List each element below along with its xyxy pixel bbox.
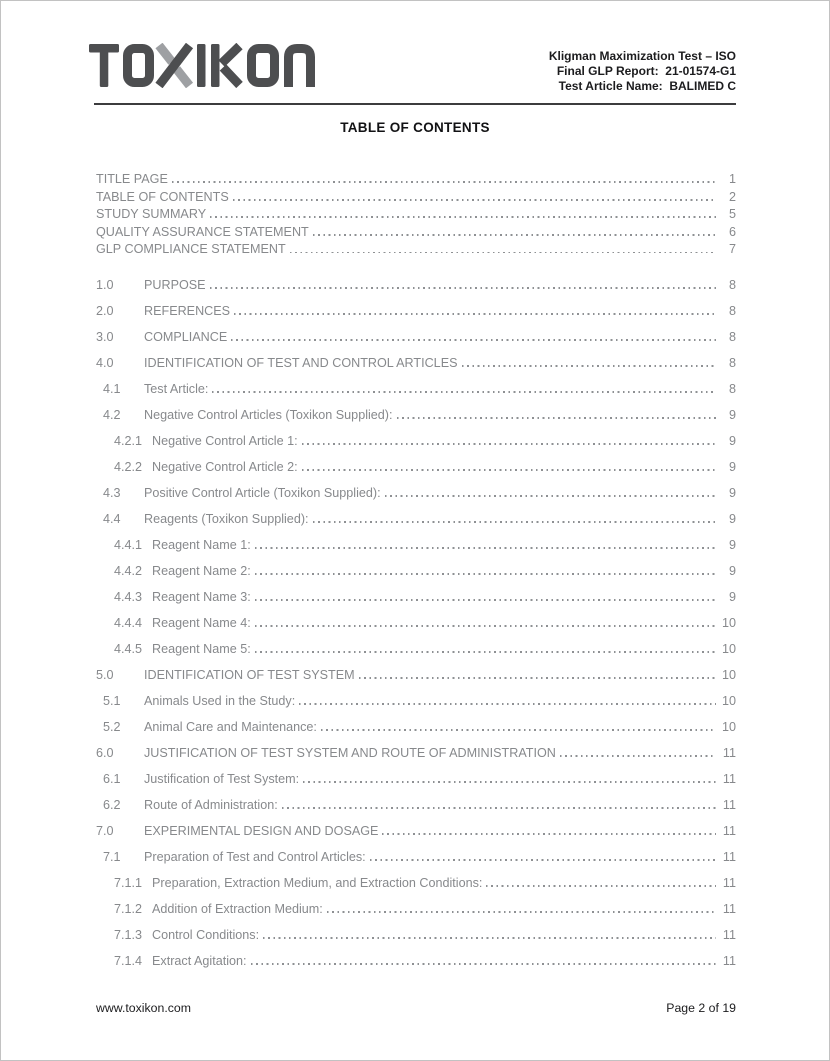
toc-entry-label: QUALITY ASSURANCE STATEMENT: [96, 224, 309, 239]
toc-row: [96, 506, 736, 532]
toc-page-number: 9: [728, 511, 736, 526]
toc-page-number: 9: [728, 589, 736, 604]
toc-entry-number: 4.2.1: [114, 433, 143, 448]
dot-leader: [251, 963, 716, 965]
toc-entry-label: Reagent Name 5:: [152, 641, 251, 656]
toc-row: [96, 792, 736, 818]
toc-row: [96, 818, 736, 844]
toc-row: [96, 224, 736, 242]
toc-page-number: 8: [728, 381, 736, 396]
table-of-contents: [96, 171, 736, 974]
dot-leader: [255, 573, 716, 575]
toc-row: [96, 896, 736, 922]
toc-entry-label: Reagent Name 3:: [152, 589, 251, 604]
toc-entry-label: Reagent Name 2:: [152, 563, 251, 578]
toc-entry-number: 4.2: [103, 407, 121, 422]
toc-row: [96, 376, 736, 402]
dot-leader: [282, 807, 716, 809]
toc-row: [96, 948, 736, 974]
toc-entry-label: Control Conditions:: [152, 927, 260, 942]
toc-row: [96, 714, 736, 740]
toc-entry-label: Negative Control Articles (Toxikon Supplied):: [144, 407, 393, 422]
toc-page-number: 8: [728, 303, 736, 318]
page-footer: [96, 1001, 736, 1015]
toc-entry-number: 4.4.5: [114, 641, 143, 656]
toc-page-number: 11: [722, 901, 736, 916]
toc-entry-label: JUSTIFICATION OF TEST SYSTEM AND ROUTE OF ADMINISTRATION: [144, 745, 556, 760]
toc-entry-label: IDENTIFICATION OF TEST SYSTEM: [144, 667, 355, 682]
toc-page-number: 8: [728, 277, 736, 292]
toc-entry-number: 4.4.3: [114, 589, 143, 604]
toc-row: [96, 870, 736, 896]
toc-entry-number: 7.1.4: [114, 953, 143, 968]
test-article-name: Test Article Name: BALIMED C: [558, 79, 736, 93]
toc-page-number: 10: [721, 719, 736, 734]
toc-entry-number: 5.1: [103, 693, 121, 708]
toc-page-number: 10: [721, 615, 736, 630]
dot-leader: [560, 755, 716, 757]
toc-entry-label: Reagent Name 4:: [152, 615, 251, 630]
toc-entry-number: 7.1.2: [114, 901, 143, 916]
dot-leader: [212, 391, 716, 393]
toc-page-number: 8: [728, 329, 736, 344]
toc-entry-label: Animals Used in the Study:: [144, 693, 296, 708]
toc-entry-number: 4.1: [103, 381, 121, 396]
toc-entry-number: 4.4: [103, 511, 121, 526]
dot-leader: [210, 287, 716, 289]
dot-leader: [210, 216, 716, 218]
toc-entry-label: STUDY SUMMARY: [96, 207, 207, 222]
dot-leader: [302, 469, 716, 471]
website-text: www.toxikon.com: [96, 1001, 191, 1015]
toc-page-number: 11: [722, 953, 736, 968]
toc-page-number: 11: [722, 875, 736, 890]
report-meta-block: [549, 43, 736, 94]
toc-page-number: 6: [728, 224, 736, 239]
toc-page-number: 11: [722, 823, 736, 838]
toc-entry-number: 4.4.1: [114, 537, 143, 552]
toc-page-number: 9: [728, 563, 736, 578]
toc-page-number: 11: [722, 771, 736, 786]
toc-page-number: 2: [728, 189, 736, 204]
toc-row: [96, 241, 736, 259]
toc-row: [96, 688, 736, 714]
toc-page-number: 10: [721, 641, 736, 656]
toc-row: [96, 662, 736, 688]
toc-page-number: 9: [728, 433, 736, 448]
dot-leader: [397, 417, 717, 419]
toc-entry-number: 7.1: [103, 849, 121, 864]
toc-entry-label: Preparation, Extraction Medium, and Extraction Conditions:: [152, 875, 483, 890]
page-header: [94, 1, 736, 105]
toc-row: [96, 558, 736, 584]
toc-entry-number: 3.0: [96, 329, 114, 344]
toc-row: [96, 766, 736, 792]
toc-entry-label: Preparation of Test and Control Articles:: [144, 849, 366, 864]
dot-leader: [172, 181, 716, 183]
toc-row: [96, 206, 736, 224]
dot-leader: [359, 677, 716, 679]
toc-entry-number: 6.0: [96, 745, 114, 760]
toc-row: [96, 428, 736, 454]
dot-leader: [255, 651, 716, 653]
toc-entry-number: 5.0: [96, 667, 114, 682]
toc-row: [96, 350, 736, 376]
toc-entry-number: 4.3: [103, 485, 121, 500]
toc-page-number: 5: [728, 207, 736, 222]
page-title: TABLE OF CONTENTS: [340, 120, 490, 135]
toc-entry-label: EXPERIMENTAL DESIGN AND DOSAGE: [144, 823, 379, 838]
toc-page-number: 9: [728, 537, 736, 552]
dot-leader: [313, 521, 716, 523]
toc-page-number: 9: [728, 485, 736, 500]
toc-entry-label: Positive Control Article (Toxikon Supplied):: [144, 485, 381, 500]
dot-leader: [255, 625, 716, 627]
toc-entry-label: REFERENCES: [144, 303, 231, 318]
toc-entry-number: 7.1.3: [114, 927, 143, 942]
toc-front-matter: [96, 171, 736, 259]
toc-entry-label: Route of Administration:: [144, 797, 278, 812]
dot-leader: [299, 703, 716, 705]
dot-leader: [462, 365, 717, 367]
toc-entry-label: IDENTIFICATION OF TEST AND CONTROL ARTICLES: [144, 355, 458, 370]
toc-entry-label: COMPLIANCE: [144, 329, 228, 344]
toc-row: [96, 922, 736, 948]
toc-entry-label: Extract Agitation:: [152, 953, 247, 968]
dot-leader: [303, 781, 716, 783]
dot-leader: [370, 859, 716, 861]
dot-leader: [302, 443, 716, 445]
toxikon-logo-icon: [89, 43, 315, 88]
toc-entry-label: Reagent Name 1:: [152, 537, 251, 552]
toc-page-number: 9: [728, 459, 736, 474]
toc-entry-number: 4.0: [96, 355, 114, 370]
toc-page-number: 11: [722, 927, 736, 942]
toc-page-number: 11: [722, 797, 736, 812]
dot-leader: [486, 885, 716, 887]
report-number: Final GLP Report: 21-01574-G1: [556, 64, 736, 78]
toc-entry-number: 7.1.1: [114, 875, 143, 890]
toc-row: [96, 171, 736, 189]
toc-row: [96, 454, 736, 480]
toc-page-number: 9: [728, 407, 736, 422]
toc-entry-label: PURPOSE: [144, 277, 206, 292]
toc-row: [96, 584, 736, 610]
dot-leader: [321, 729, 716, 731]
toc-entry-label: TITLE PAGE: [96, 172, 168, 186]
toc-row: [96, 324, 736, 350]
toc-entry-label: Animal Care and Maintenance:: [144, 719, 317, 734]
toc-page-number: 11: [722, 745, 736, 760]
toc-entry-number: 4.4.4: [114, 615, 143, 630]
toc-entry-label: Negative Control Article 2:: [152, 459, 298, 474]
toc-row: [96, 272, 736, 298]
toc-entry-label: Addition of Extraction Medium:: [152, 901, 323, 916]
dot-leader: [290, 252, 716, 254]
toc-row: [96, 189, 736, 207]
toc-row: [96, 532, 736, 558]
toc-entry-label: Reagents (Toxikon Supplied):: [144, 511, 309, 526]
toc-page-number: 11: [722, 849, 736, 864]
toc-entry-label: Justification of Test System:: [144, 771, 300, 786]
dot-leader: [255, 547, 716, 549]
dot-leader: [263, 937, 716, 939]
toc-page-number: 10: [721, 693, 736, 708]
toc-page-number: 8: [728, 355, 736, 370]
dot-leader: [385, 495, 716, 497]
dot-leader: [327, 911, 716, 913]
toc-page-number: 1: [728, 172, 736, 186]
dot-leader: [231, 339, 716, 341]
toc-row: [96, 402, 736, 428]
toc-entry-label: GLP COMPLIANCE STATEMENT: [96, 242, 286, 257]
toc-row: [96, 636, 736, 662]
dot-leader: [382, 833, 716, 835]
toc-entry-number: 4.2.2: [114, 459, 143, 474]
toc-row: [96, 740, 736, 766]
dot-leader: [234, 313, 716, 315]
toc-row: [96, 610, 736, 636]
toc-entry-number: 6.2: [103, 797, 121, 812]
toc-row: [96, 298, 736, 324]
toc-row: [96, 844, 736, 870]
toc-entry-label: TABLE OF CONTENTS: [96, 189, 229, 204]
report-test-name: Kligman Maximization Test – ISO: [548, 49, 736, 63]
toc-row: [96, 480, 736, 506]
toc-entry-number: 5.2: [103, 719, 121, 734]
toc-entry-number: 4.4.2: [114, 563, 143, 578]
toc-page-number: 10: [721, 667, 736, 682]
toc-entry-number: 2.0: [96, 303, 114, 318]
dot-leader: [233, 199, 716, 201]
toc-page-number: 7: [728, 242, 736, 257]
dot-leader: [255, 599, 716, 601]
toc-entry-label: Negative Control Article 1:: [152, 433, 298, 448]
toc-entry-number: 7.0: [96, 823, 114, 838]
toc-entry-number: 6.1: [103, 771, 121, 786]
dot-leader: [313, 234, 716, 236]
toc-entry-label: Test Article:: [144, 381, 209, 396]
toc-entry-number: 1.0: [96, 277, 114, 292]
page-number-text: Page 2 of 19: [666, 1001, 736, 1015]
toc-sections: [96, 272, 736, 974]
toxikon-logo: [89, 43, 315, 93]
